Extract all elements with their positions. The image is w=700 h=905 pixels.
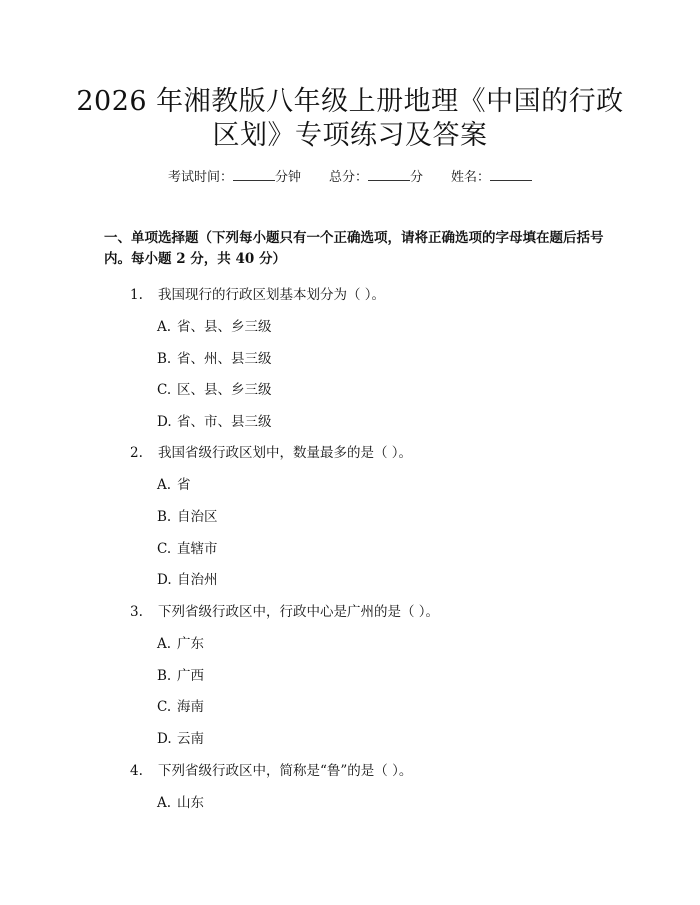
- section-heading: 一、单项选择题（下列每小题只有一个正确选项，请将正确选项的字母填在题后括号内。每小题 2 分，共 40 分）: [104, 230, 604, 267]
- time-label: 考试时间：: [167, 170, 233, 185]
- question-1-option-b: [157, 350, 272, 368]
- question-text: 我国现行的行政区划基本划分为（ ）。: [158, 287, 386, 303]
- name-label: 姓名：: [451, 170, 491, 185]
- time-unit: 分钟: [274, 170, 301, 185]
- question-text: 下列省级行政区中，简称是“鲁”的是（ ）。: [158, 763, 413, 779]
- option-text: 区、县、乡三级: [177, 382, 272, 398]
- question-number: 1.: [130, 287, 143, 303]
- option-text: 广东: [177, 636, 204, 652]
- option-letter: C.: [157, 382, 172, 398]
- option-text: 直辖市: [177, 541, 218, 557]
- option-text: 省、市、县三级: [177, 414, 272, 430]
- question-1-option-d: [157, 413, 272, 431]
- question-1-option-a: [157, 318, 272, 336]
- question-text: 我国省级行政区划中，数量最多的是（ ）。: [158, 445, 413, 461]
- time-blank: [233, 168, 275, 181]
- option-text: 山东: [177, 795, 204, 811]
- question-number: 2.: [130, 445, 143, 461]
- question-text: 下列省级行政区中，行政中心是广州的是（ ）。: [158, 604, 440, 620]
- option-letter: C.: [157, 699, 172, 715]
- question-3-option-c: [157, 698, 204, 716]
- question-2-option-a: [157, 476, 191, 494]
- question-number: 3.: [130, 604, 143, 620]
- question-2-option-b: [157, 508, 218, 526]
- option-letter: B.: [157, 509, 172, 525]
- option-letter: A.: [157, 319, 172, 335]
- option-letter: A.: [157, 795, 172, 811]
- question-1-option-c: [157, 381, 272, 399]
- exam-meta: [0, 168, 700, 187]
- question-4: [130, 762, 412, 780]
- option-letter: D.: [157, 414, 172, 430]
- question-1: [130, 286, 385, 304]
- option-text: 海南: [177, 699, 204, 715]
- question-2: [130, 444, 412, 462]
- question-3-option-a: [157, 635, 204, 653]
- option-text: 云南: [177, 731, 204, 747]
- option-letter: A.: [157, 477, 172, 493]
- option-letter: C.: [157, 541, 172, 557]
- option-text: 广西: [177, 668, 204, 684]
- question-3: [130, 603, 439, 621]
- page-title-line-1: 2026 年湘教版八年级上册地理《中国的行政: [76, 86, 624, 117]
- option-text: 省、州、县三级: [177, 351, 272, 367]
- question-2-option-c: [157, 540, 218, 558]
- option-text: 省、县、乡三级: [177, 319, 272, 335]
- option-letter: D.: [157, 731, 172, 747]
- option-letter: B.: [157, 668, 172, 684]
- option-letter: B.: [157, 351, 172, 367]
- option-text: 自治区: [177, 509, 218, 525]
- question-3-option-b: [157, 667, 204, 685]
- name-blank: [490, 168, 532, 181]
- score-blank: [368, 168, 410, 181]
- score-label: 总分：: [328, 170, 368, 185]
- question-4-option-a: [157, 794, 204, 812]
- question-number: 4.: [130, 763, 143, 779]
- question-3-option-d: [157, 730, 204, 748]
- option-letter: A.: [157, 636, 172, 652]
- option-text: 自治州: [177, 572, 218, 588]
- option-text: 省: [177, 477, 191, 493]
- score-unit: 分: [410, 170, 424, 185]
- option-letter: D.: [157, 572, 172, 588]
- question-2-option-d: [157, 571, 218, 589]
- page-title-line-2: 区划》专项练习及答案: [212, 120, 488, 151]
